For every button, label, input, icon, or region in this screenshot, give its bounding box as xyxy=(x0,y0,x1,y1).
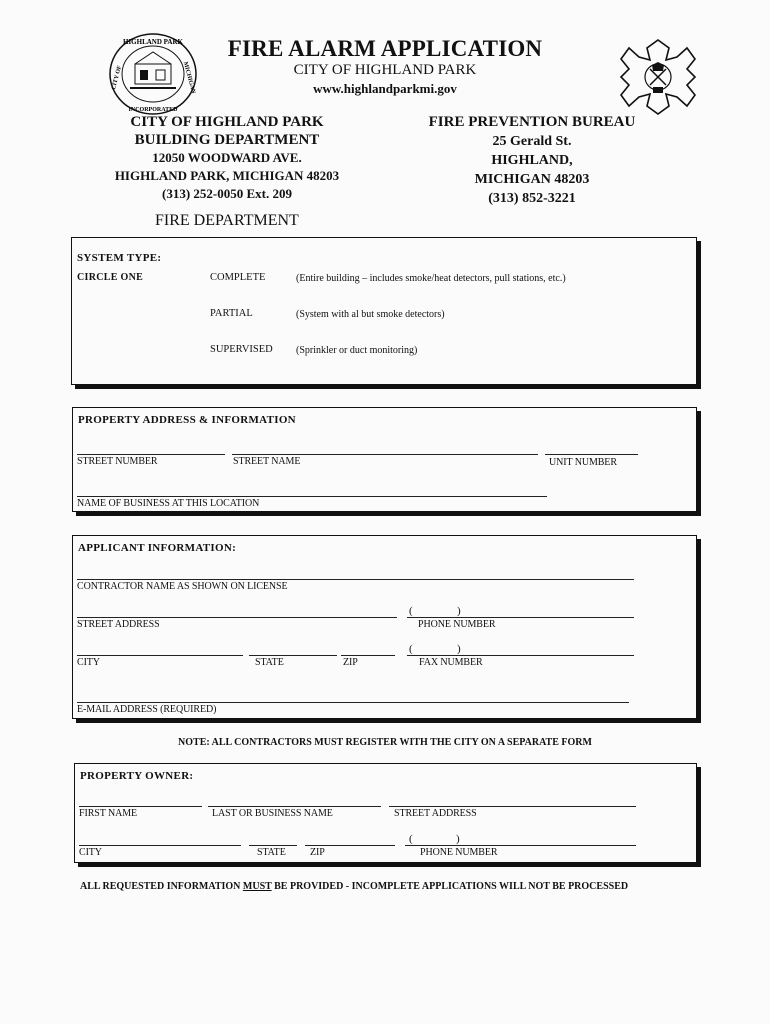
option-supervised-desc: (Sprinkler or duct monitoring) xyxy=(296,345,418,356)
circle-one-instruction: CIRCLE ONE xyxy=(77,272,144,283)
applicant-phone-label: PHONE NUMBER xyxy=(418,619,496,630)
phone-paren-open: ( xyxy=(409,605,413,617)
fax-paren-open: ( xyxy=(409,643,413,655)
street-name-field[interactable] xyxy=(232,454,538,455)
unit-number-field[interactable] xyxy=(545,454,638,455)
owner-phone-paren-open: ( xyxy=(409,833,413,845)
applicant-city-field[interactable] xyxy=(77,655,243,656)
owner-city-field[interactable] xyxy=(79,845,241,846)
owner-last-name-label: LAST OR BUSINESS NAME xyxy=(212,808,333,819)
fax-paren-close: ) xyxy=(457,643,461,655)
seal-text-bottom: INCORPORATED xyxy=(128,107,178,113)
building-dept-line-3: 12050 WOODWARD AVE. xyxy=(152,150,302,165)
applicant-section xyxy=(72,535,697,719)
applicant-phone-field[interactable] xyxy=(407,617,634,618)
applicant-fax-label: FAX NUMBER xyxy=(419,657,483,668)
applicant-city-label: CITY xyxy=(77,657,100,668)
applicant-email-field[interactable] xyxy=(77,702,629,703)
option-complete-desc: (Entire building – includes smoke/heat detectors, pull stations, etc.) xyxy=(296,273,566,284)
system-type-section xyxy=(71,237,697,385)
applicant-email-label: E-MAIL ADDRESS (REQUIRED) xyxy=(77,704,217,715)
option-partial-desc: (System with al but smoke detectors) xyxy=(296,309,445,320)
street-name-label: STREET NAME xyxy=(233,456,301,467)
property-owner-section xyxy=(74,763,697,863)
building-dept-line-4: HIGHLAND PARK, MICHIGAN 48203 xyxy=(114,168,340,183)
contractor-name-label: CONTRACTOR NAME AS SHOWN ON LICENSE xyxy=(77,581,288,592)
owner-first-name-label: FIRST NAME xyxy=(79,808,137,819)
fire-bureau-line-5: (313) 852-3221 xyxy=(488,191,576,206)
applicant-heading: APPLICANT INFORMATION: xyxy=(78,542,237,554)
fire-bureau-line-4: MICHIGAN 48203 xyxy=(474,172,590,187)
building-dept-line-2: BUILDING DEPARTMENT xyxy=(134,132,320,148)
system-type-heading: SYSTEM TYPE: xyxy=(77,252,162,264)
applicant-zip-label: ZIP xyxy=(343,657,358,668)
option-complete[interactable]: COMPLETE xyxy=(210,272,266,283)
property-heading: PROPERTY ADDRESS & INFORMATION xyxy=(78,414,296,426)
footer-text-after: BE PROVIDED - INCOMPLETE APPLICATIONS WILL NOT BE PROCESSED xyxy=(271,881,629,892)
option-partial[interactable]: PARTIAL xyxy=(210,308,253,319)
building-department-address xyxy=(100,113,354,203)
owner-phone-label: PHONE NUMBER xyxy=(420,847,498,858)
owner-street-address-field[interactable] xyxy=(389,806,636,807)
applicant-fax-field[interactable] xyxy=(407,655,634,656)
fire-bureau-line-2: 25 Gerald St. xyxy=(492,134,572,149)
applicant-zip-field[interactable] xyxy=(341,655,395,656)
phone-paren-close: ) xyxy=(457,605,461,617)
owner-city-label: CITY xyxy=(79,847,102,858)
owner-phone-paren-close: ) xyxy=(456,833,460,845)
contractor-name-field[interactable] xyxy=(77,579,634,580)
fire-department-label: FIRE DEPARTMENT xyxy=(155,212,299,229)
seal-text-right: MICHIGAN xyxy=(181,61,197,95)
owner-zip-label: ZIP xyxy=(310,847,325,858)
seal-text-left: CITY OF xyxy=(110,65,124,91)
owner-first-name-field[interactable] xyxy=(79,806,202,807)
owner-last-name-field[interactable] xyxy=(208,806,381,807)
website-link[interactable]: www.highlandparkmi.gov xyxy=(313,81,457,96)
business-name-label: NAME OF BUSINESS AT THIS LOCATION xyxy=(77,498,260,509)
required-information-footer xyxy=(80,881,628,892)
building-dept-line-1: CITY OF HIGHLAND PARK xyxy=(130,114,324,130)
fire-prevention-bureau-address xyxy=(420,113,644,208)
fire-bureau-line-3: HIGHLAND, xyxy=(491,153,573,168)
seal-text-top: HIGHLAND PARK xyxy=(123,38,183,46)
building-dept-line-5: (313) 252-0050 Ext. 209 xyxy=(162,186,292,201)
owner-zip-field[interactable] xyxy=(305,845,395,846)
unit-number-label: UNIT NUMBER xyxy=(549,457,617,468)
fire-bureau-line-1: FIRE PREVENTION BUREAU xyxy=(428,114,636,130)
owner-street-address-label: STREET ADDRESS xyxy=(394,808,477,819)
owner-heading: PROPERTY OWNER: xyxy=(80,770,194,782)
property-address-section xyxy=(72,407,697,512)
applicant-state-label: STATE xyxy=(255,657,284,668)
footer-text-before: ALL REQUESTED INFORMATION xyxy=(80,881,243,892)
contractor-registration-note: NOTE: ALL CONTRACTORS MUST REGISTER WITH THE CITY ON A SEPARATE FORM xyxy=(178,737,592,748)
street-number-label: STREET NUMBER xyxy=(77,456,158,467)
city-subtitle: CITY OF HIGHLAND PARK xyxy=(293,62,477,78)
applicant-state-field[interactable] xyxy=(249,655,337,656)
street-number-field[interactable] xyxy=(77,454,225,455)
applicant-street-address-field[interactable] xyxy=(77,617,397,618)
owner-state-label: STATE xyxy=(257,847,286,858)
owner-phone-field[interactable] xyxy=(405,845,636,846)
footer-emphasis: MUST xyxy=(242,881,272,892)
owner-state-field[interactable] xyxy=(249,845,297,846)
form-title: FIRE ALARM APPLICATION xyxy=(227,36,543,61)
option-supervised[interactable]: SUPERVISED xyxy=(210,344,273,355)
applicant-street-address-label: STREET ADDRESS xyxy=(77,619,160,630)
business-name-field[interactable] xyxy=(77,496,547,497)
